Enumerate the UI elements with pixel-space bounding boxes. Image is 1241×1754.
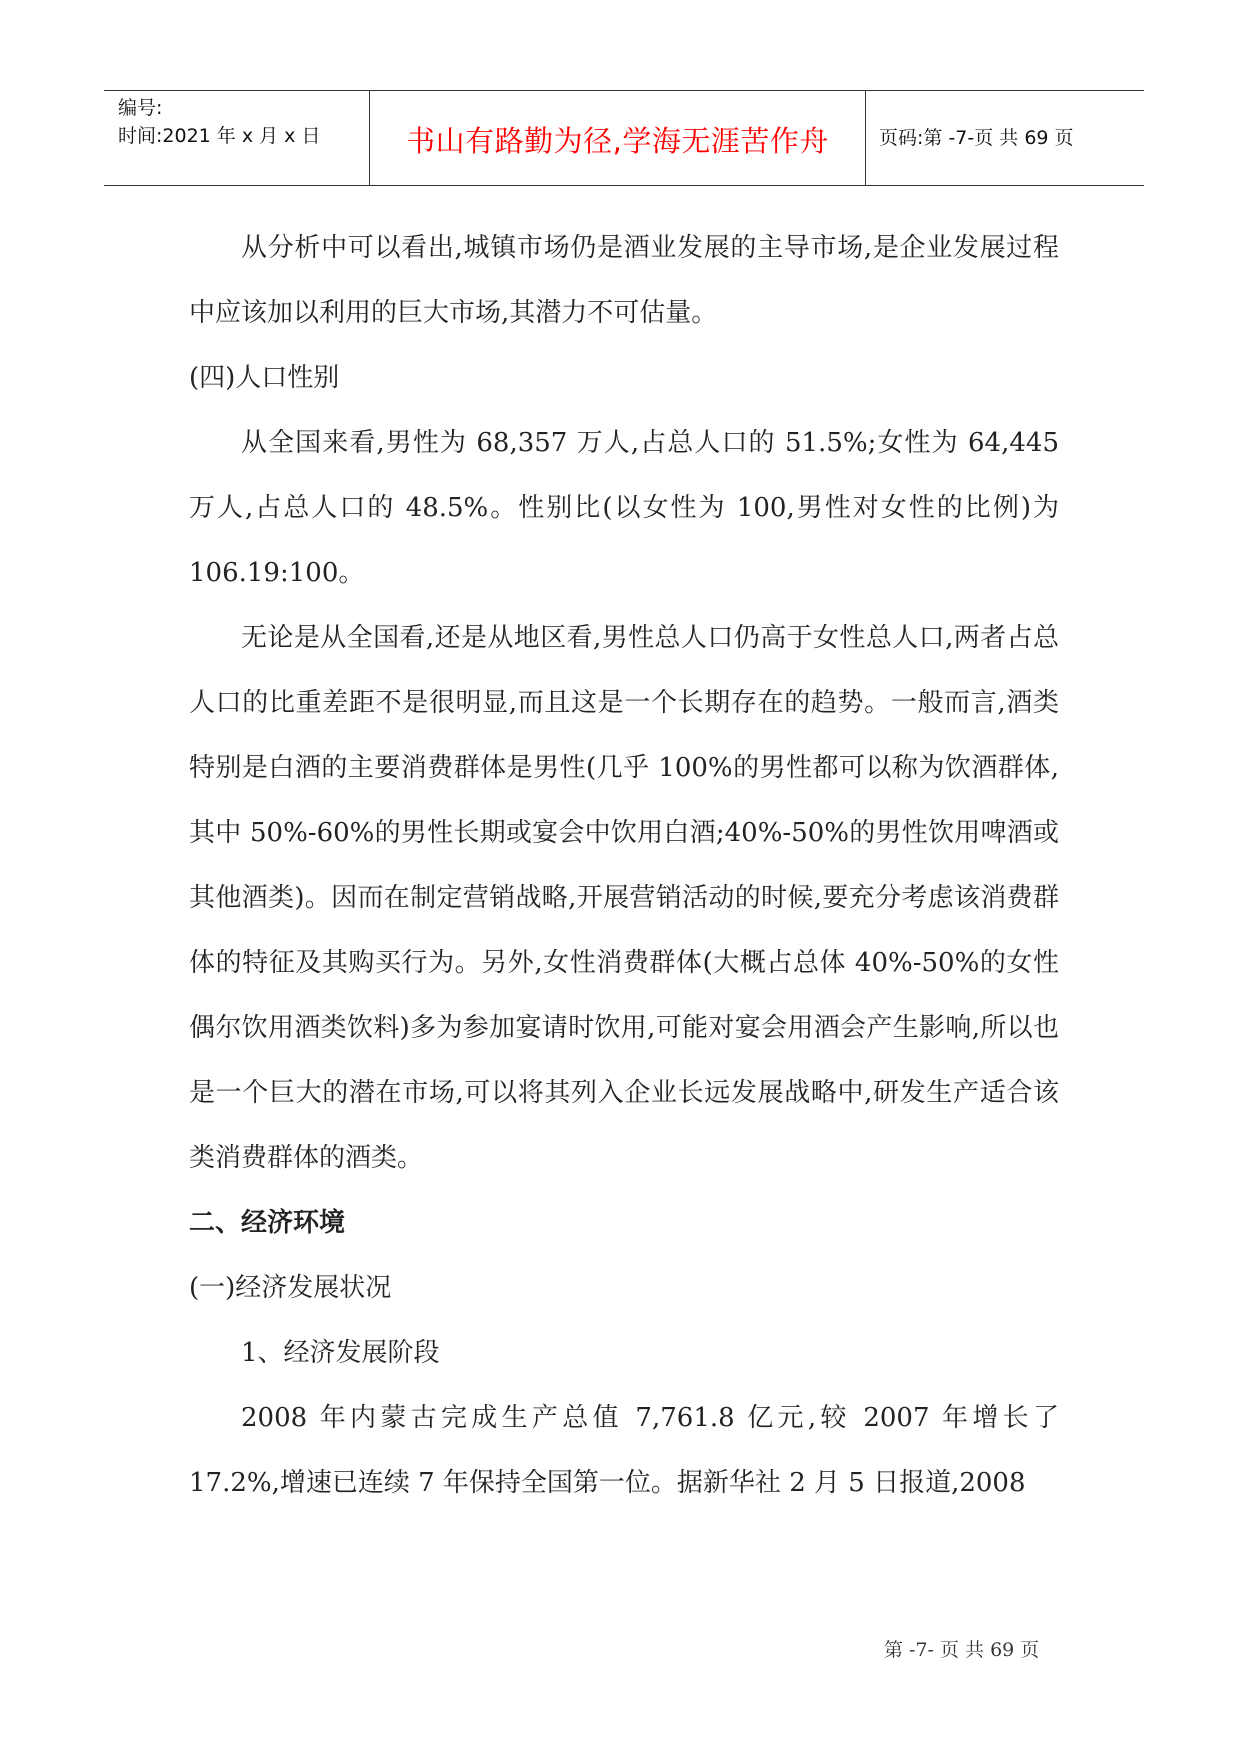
paragraph-urban-market: 从分析中可以看出,城镇市场仍是酒业发展的主导市场,是企业发展过程中应该加以利用的巨大市场,其潜力不可估量。 — [189, 233, 1059, 328]
paragraph-gender-stats: 从全国来看,男性为 68,357 万人,占总人口的 51.5%;女性为 64,445 万人,占总人口的 48.5%。性别比(以女性为 100,男性对女性的比例)为 106.19:100。 — [189, 428, 1059, 588]
header-motto: 书山有路勤为径,学海无涯苦作舟 — [406, 124, 829, 158]
document-body — [189, 216, 1059, 1516]
header-right-cell — [865, 91, 1144, 185]
serial-number-label: 编号: — [118, 97, 163, 119]
footer-page-number: 第 -7- 页 共 69 页 — [884, 1639, 1040, 1661]
section-heading-economic-status: (一)经济发展状况 — [189, 1273, 392, 1303]
header-middle-cell — [369, 91, 866, 185]
paragraph-gdp-2008: 2008 年内蒙古完成生产总值 7,761.8 亿元,较 2007 年增长了 17.2%,增速已连续 7 年保持全国第一位。据新华社 2 月 5 日报道,2008 — [189, 1403, 1059, 1498]
header-left-cell — [104, 91, 369, 185]
date-label: 时间:2021 年 x 月 x 日 — [118, 125, 321, 147]
subsection-heading-development-stage: 1、经济发展阶段 — [241, 1338, 440, 1368]
header-page-code: 页码:第 -7-页 共 69 页 — [879, 127, 1074, 149]
section-heading-gender: (四)人口性别 — [189, 363, 340, 393]
chapter-heading-economy: 二、经济环境 — [189, 1208, 346, 1238]
paragraph-consumer-groups: 无论是从全国看,还是从地区看,男性总人口仍高于女性总人口,两者占总人口的比重差距不是很明显,而且这是一个长期存在的趋势。一般而言,酒类特别是白酒的主要消费群体是男性(几乎 100%的男性都可以称为饮酒群体,其中 50%-60%的男性长期或宴会中饮用白酒;40%-50%的男性饮用啤酒或其他酒类)。因而在制定营销战略,开展营销活动的时候,要充分考虑该消费群体的特征及其购买行为。另外,女性消费群体(大概占总体 40%-50%的女性偶尔饮用酒类饮料)多为参加宴请时饮用,可能对宴会用酒会产生影响,所以也是一个巨大的潜在市场,可以将其列入企业长远发展战略中,研发生产适合该类消费群体的酒类。 — [189, 623, 1059, 1173]
document-header — [104, 90, 1144, 186]
